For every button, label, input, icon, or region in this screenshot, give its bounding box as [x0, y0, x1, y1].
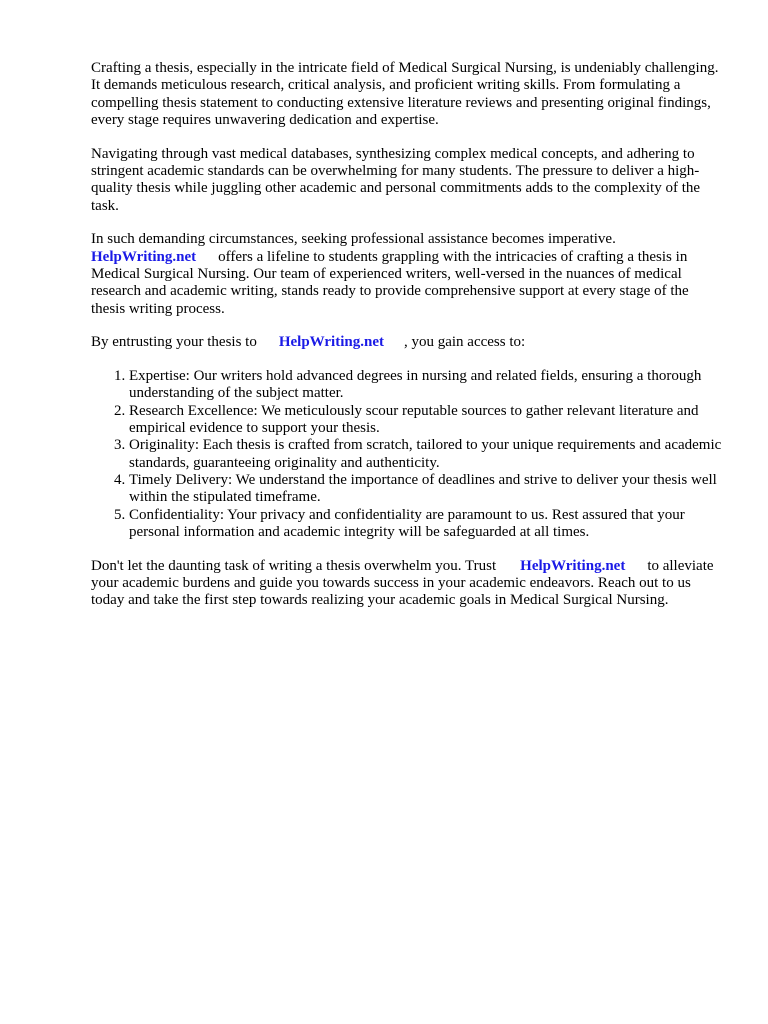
document-page	[91, 60, 723, 626]
helpwriting-link-3[interactable]: HelpWriting.net	[520, 557, 626, 574]
list-item: 4. Timely Delivery: We understand the importance of deadlines and strive to deliver your thesis well within the stipulated timeframe.	[129, 472, 723, 507]
entrusting-before-text: By entrusting your thesis to	[91, 334, 257, 351]
helpwriting-link-1[interactable]: HelpWriting.net	[91, 248, 197, 265]
helpwriting-link-2[interactable]: HelpWriting.net	[278, 334, 384, 351]
closing-before-text: Don't let the daunting task of writing a thesis overwhelm you. Trust	[91, 557, 497, 574]
list-item: 2. Research Excellence: We meticulously scour reputable sources to gather relevant literature and empirical evidence to support your thesis.	[129, 403, 723, 438]
entrusting-after-text: , you gain access to:	[403, 334, 526, 351]
challenges-paragraph: Navigating through vast medical databases, synthesizing complex medical concepts, and adhering to stringent academic standards can be overwhelming for many students. The pressure to deliver a high-quality thesis while juggling other academic and personal commitments adds to the complexity of the task.	[91, 145, 701, 214]
benefits-list	[91, 368, 723, 541]
entrusting-paragraph	[91, 334, 723, 351]
list-item: 3. Originality: Each thesis is crafted from scratch, tailored to your unique requirements and academic standards, guaranteeing originality and authenticity.	[129, 437, 723, 472]
assistance-paragraph	[91, 231, 723, 317]
closing-after-text: to alleviate your academic burdens and guide you towards success in your academic endeavors. Reach out to us today and take the first step towards realizing your academic goals in Medical Surgical Nursing.	[91, 557, 714, 609]
assistance-intro-text: In such demanding circumstances, seeking professional assistance becomes imperative.	[91, 231, 616, 248]
list-item: 1. Expertise: Our writers hold advanced degrees in nursing and related fields, ensuring a thorough understanding of the subject matter.	[129, 368, 723, 403]
intro-paragraph: Crafting a thesis, especially in the intricate field of Medical Surgical Nursing, is undeniably challenging. It demands meticulous research, critical analysis, and proficient writing skills. From formulating a compelling thesis statement to conducting extensive literature reviews and presenting original findings, every stage requires unwavering dedication and expertise.	[91, 60, 719, 128]
assistance-rest-text: offers a lifeline to students grappling with the intricacies of crafting a thesis in Medical Surgical Nursing. Our team of experienced writers, well-versed in the nuances of medical research and academic writing, stands ready to provide comprehensive support at every stage of the thesis writing process.	[91, 248, 689, 317]
closing-paragraph	[91, 558, 723, 610]
list-item: 5. Confidentiality: Your privacy and confidentiality are paramount to us. Rest assured that your personal information and academic integrity will be safeguarded at all times.	[129, 507, 723, 542]
